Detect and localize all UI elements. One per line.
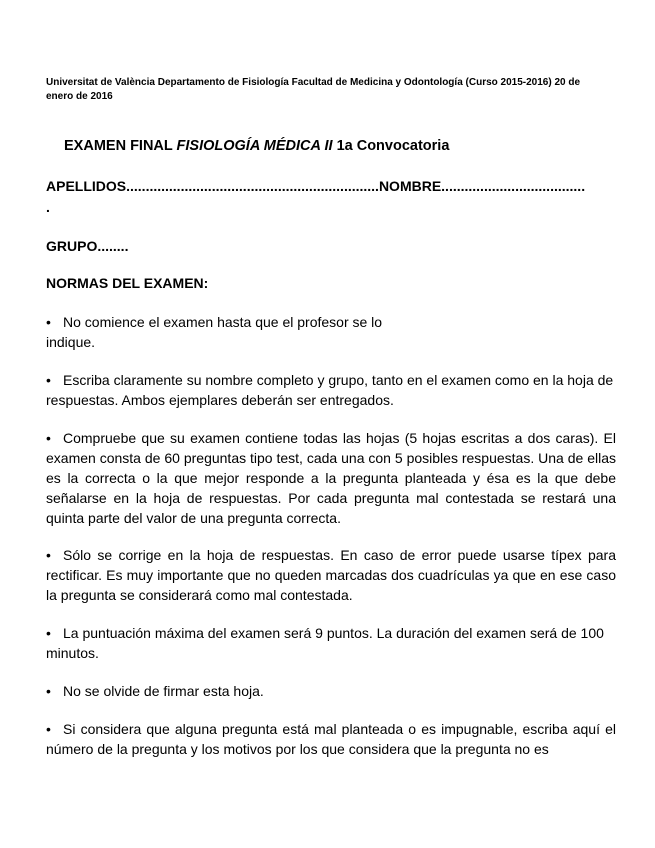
grupo-field: GRUPO........ xyxy=(46,238,129,254)
rule-item xyxy=(46,719,616,759)
rule-text: No comience el examen hasta que el profesor se lo indique. xyxy=(46,314,383,350)
exam-title-prefix: EXAMEN FINAL xyxy=(64,138,177,154)
bullet-icon: • xyxy=(46,683,51,699)
apellidos-nombre-field: APELLIDOS.................................................................NOMBRE..................................... xyxy=(46,178,586,194)
rule-item xyxy=(46,312,406,352)
rule-text: Sólo se corrige en la hoja de respuestas. En caso de error puede usarse típex para rectificar. Es muy importante que no queden marcadas dos cuadrículas ya que en ese caso la pregunta se considerará como mal contestada. xyxy=(46,547,616,603)
rule-item xyxy=(46,428,616,528)
bullet-icon: • xyxy=(46,547,51,563)
exam-title-subject: FISIOLOGÍA MÉDICA II xyxy=(176,138,333,154)
rule-text: No se olvide de firmar esta hoja. xyxy=(63,683,264,699)
rule-item xyxy=(46,370,616,410)
exam-title-suffix: 1a Convocatoria xyxy=(332,138,450,154)
rule-text: La puntuación máxima del examen será 9 puntos. La duración del examen será de 100 minutos. xyxy=(46,625,604,661)
rule-text: Escriba claramente su nombre completo y grupo, tanto en el examen como en la hoja de respuestas. Ambos ejemplares deberán ser entregados. xyxy=(46,372,614,408)
bullet-icon: • xyxy=(46,721,51,737)
bullet-icon: • xyxy=(46,430,51,446)
rule-item xyxy=(46,545,616,605)
bullet-icon: • xyxy=(46,625,51,641)
bullet-icon: • xyxy=(46,372,51,388)
rules-title: NORMAS DEL EXAMEN: xyxy=(46,275,209,291)
rule-text: Compruebe que su examen contiene todas las hojas (5 hojas escritas a dos caras). El examen consta de 60 preguntas tipo test, cada una con 5 posibles respuestas. Una de ellas es la correcta o la que mejor responde a la pregunta planteada y ésa es la que debe señalarse en la hoja de respuestas. Por cada pregunta mal contestada se restará una quinta parte del valor de una pregunta correcta. xyxy=(46,430,616,526)
rule-item xyxy=(46,681,616,701)
institution-header: Universitat de València Departamento de Fisiología Facultad de Medicina y Odontología (Curso 2015-2016) 20 de enero de 2016 xyxy=(46,77,581,102)
rule-item xyxy=(46,623,616,663)
exam-title xyxy=(64,138,449,154)
field-continuation: . xyxy=(46,199,50,215)
rule-text: Si considera que alguna pregunta está mal planteada o es impugnable, escriba aquí el número de la pregunta y los motivos por los que considera que la pregunta no es xyxy=(46,721,616,757)
bullet-icon: • xyxy=(46,314,51,330)
